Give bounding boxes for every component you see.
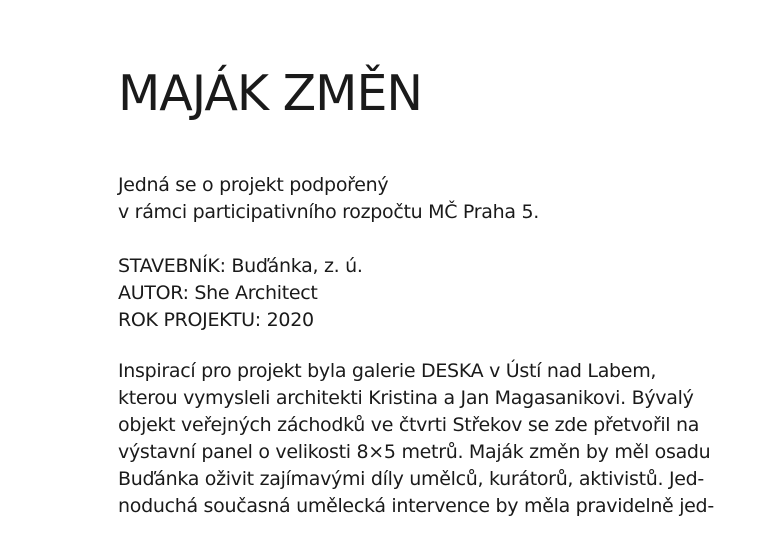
intro-paragraph bbox=[118, 172, 768, 226]
page-title: MAJÁK ZMĚN bbox=[118, 65, 423, 122]
body-line: výstavní panel o velikosti 8×5 metrů. Maják změn by měl osadu bbox=[118, 441, 711, 463]
body-line: Inspirací pro projekt byla galerie DESKA v Ústí nad Labem, bbox=[118, 360, 657, 382]
year-line: ROK PROJEKTU: 2020 bbox=[118, 309, 314, 331]
intro-line: Jedná se o projekt podpořený bbox=[118, 174, 389, 196]
body-line: Buďánka oživit zajímavými díly umělců, kurátorů, aktivistů. Jed- bbox=[118, 468, 704, 490]
builder-line: STAVEBNÍK: Buďánka, z. ú. bbox=[118, 255, 363, 277]
body-line: kterou vymysleli architekti Kristina a Jan Magasanikovi. Bývalý bbox=[118, 387, 694, 409]
document-page bbox=[118, 66, 768, 520]
project-meta bbox=[118, 253, 768, 334]
body-paragraph bbox=[118, 358, 768, 520]
body-line: objekt veřejných záchodků ve čtvrti Střekov se zde přetvořil na bbox=[118, 414, 700, 436]
intro-line: v rámci participativního rozpočtu MČ Praha 5. bbox=[118, 201, 539, 223]
body-line: noduchá současná umělecká intervence by měla pravidelně jed- bbox=[118, 495, 714, 517]
author-line: AUTOR: She Architect bbox=[118, 282, 318, 304]
